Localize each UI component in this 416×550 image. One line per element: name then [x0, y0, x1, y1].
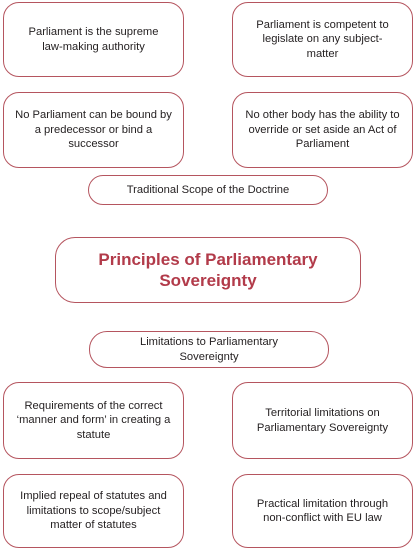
- competent-legislate-box: [232, 2, 413, 77]
- traditional-scope-heading: [88, 175, 328, 205]
- central-title: Principles of Parliamentary Sovereignty: [98, 250, 318, 290]
- territorial-limitations-text: Territorial limitations on Parliamentary Sovereignty: [256, 407, 389, 434]
- no-override-box: [232, 92, 413, 168]
- limitations-heading: [89, 331, 329, 368]
- supreme-authority-box: [3, 2, 184, 77]
- eu-law-limitation-box: [232, 474, 413, 548]
- competent-legislate-text: Parliament is competent to legislate on any subject-matter: [256, 18, 389, 60]
- manner-and-form-text: Requirements of the correct ‘manner and form’ in creating a statute: [16, 399, 171, 441]
- territorial-limitations-box: [232, 382, 413, 459]
- traditional-scope-text: Traditional Scope of the Doctrine: [126, 183, 290, 196]
- supreme-authority-text: Parliament is the supreme law-making authority: [28, 26, 159, 53]
- implied-repeal-box: [3, 474, 184, 548]
- manner-and-form-box: [3, 382, 184, 459]
- implied-repeal-text: Implied repeal of statutes and limitations to scope/subject matter of statutes: [20, 490, 167, 532]
- limitations-heading-text: Limitations to Parliamentary Sovereignty: [139, 336, 279, 363]
- not-bound-text: No Parliament can be bound by a predecessor or bind a successor: [15, 109, 172, 151]
- eu-law-limitation-text: Practical limitation through non-conflict with EU law: [256, 497, 389, 524]
- no-override-text: No other body has the ability to override or set aside an Act of Parliament: [245, 109, 400, 151]
- central-title-box: [55, 237, 361, 303]
- not-bound-box: [3, 92, 184, 168]
